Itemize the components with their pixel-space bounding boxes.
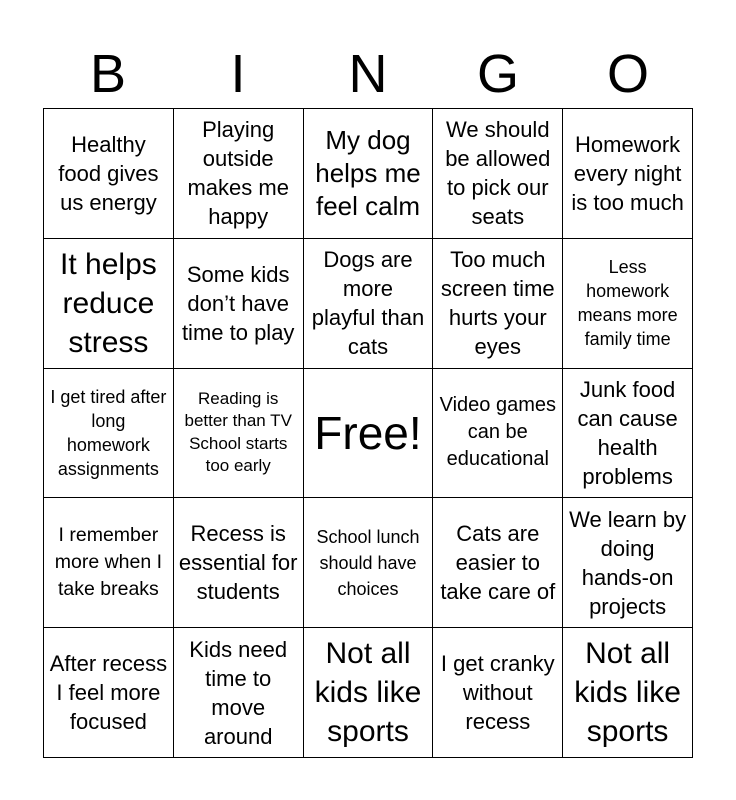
header-letter-i: I <box>230 44 246 104</box>
bingo-cell-text: Too much screen time hurts your eyes <box>440 247 555 360</box>
bingo-cell-text: My dog helps me feel calm <box>315 124 421 221</box>
bingo-cell[interactable] <box>44 109 174 239</box>
bingo-cell[interactable] <box>563 109 693 239</box>
bingo-cell-text: We learn by doing hands-on projects <box>569 506 687 619</box>
bingo-cell-text: Reading is better than TV School starts too early <box>184 388 292 476</box>
bingo-cell-text: Less homework means more family time <box>577 257 678 350</box>
bingo-cell-text: I remember more when I take breaks <box>54 524 163 601</box>
header-letter-o: O <box>606 44 649 104</box>
bingo-cell[interactable] <box>563 369 693 499</box>
bingo-card-grid <box>43 108 693 758</box>
bingo-cell[interactable] <box>304 498 434 628</box>
bingo-cell-text: Junk food can cause health problems <box>577 376 678 489</box>
bingo-cell[interactable] <box>304 628 434 758</box>
bingo-cell[interactable] <box>44 628 174 758</box>
header-letter-b: B <box>89 44 127 104</box>
free-space-text: Free! <box>314 406 422 459</box>
bingo-cell[interactable] <box>44 498 174 628</box>
bingo-cell[interactable] <box>304 109 434 239</box>
bingo-cell[interactable] <box>433 628 563 758</box>
bingo-cell[interactable] <box>563 239 693 369</box>
bingo-cell-text: Some kids don’t have time to play <box>181 261 295 345</box>
bingo-cell[interactable] <box>174 109 304 239</box>
bingo-cell-text: It helps reduce stress <box>60 247 157 359</box>
bingo-cell[interactable] <box>44 369 174 499</box>
bingo-cell-text: Homework every night is too much <box>571 131 684 215</box>
bingo-cell-text: School lunch should have choices <box>316 526 420 599</box>
header-letter-n: N <box>348 44 388 104</box>
bingo-cell-text: I get tired after long homework assignments <box>50 386 167 479</box>
bingo-cell[interactable] <box>563 628 693 758</box>
bingo-cell[interactable] <box>304 239 434 369</box>
bingo-header <box>43 40 693 108</box>
bingo-cell[interactable] <box>44 239 174 369</box>
bingo-cell-text: Healthy food gives us energy <box>58 131 159 215</box>
bingo-cell[interactable] <box>433 109 563 239</box>
bingo-cell[interactable] <box>563 498 693 628</box>
bingo-cell-text: Not all kids like sports <box>314 637 422 749</box>
bingo-cell-text: We should be allowed to pick our seats <box>445 117 551 230</box>
bingo-cell[interactable] <box>433 369 563 499</box>
bingo-cell[interactable] <box>433 498 563 628</box>
header-letter-g: G <box>476 44 519 104</box>
bingo-cell[interactable] <box>174 628 304 758</box>
bingo-free-cell[interactable] <box>304 369 434 499</box>
bingo-cell-text: Dogs are more playful than cats <box>311 247 425 360</box>
bingo-cell-text: Kids need time to move around <box>189 636 288 749</box>
bingo-cell-text: Not all kids like sports <box>574 637 681 749</box>
bingo-cell[interactable] <box>174 369 304 499</box>
bingo-cell-text: Cats are easier to take care of <box>440 521 556 605</box>
bingo-cell-text: Playing outside makes me happy <box>187 117 289 230</box>
bingo-cell-text: Recess is essential for students <box>178 521 298 605</box>
bingo-cell-text: After recess I feel more focused <box>49 651 168 735</box>
bingo-cell[interactable] <box>433 239 563 369</box>
bingo-cell-text: Video games can be educational <box>439 394 556 471</box>
bingo-cell[interactable] <box>174 239 304 369</box>
bingo-cell[interactable] <box>174 498 304 628</box>
bingo-cell-text: I get cranky without recess <box>440 651 555 735</box>
